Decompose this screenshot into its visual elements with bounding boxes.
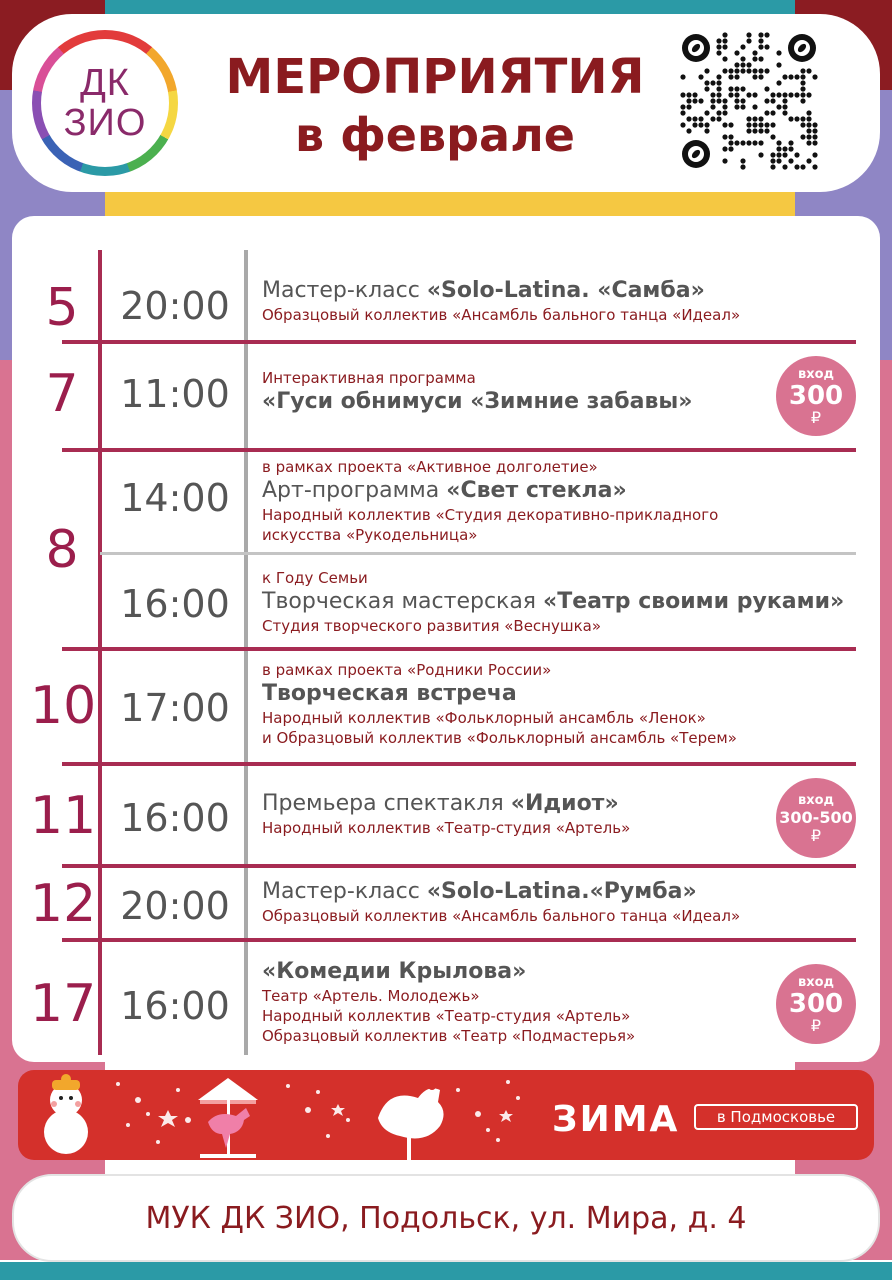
frame-top-band: [105, 0, 795, 14]
event-line: Образцовый коллектив «Ансамбль бального танца «Идеал»: [262, 306, 741, 324]
event-title-bold: «Идиот»: [510, 791, 619, 816]
day-divider: [98, 250, 102, 1055]
event-time: 11:00: [120, 372, 230, 416]
row-separator: [62, 864, 856, 868]
badge-label: вход: [797, 792, 835, 808]
title-line2: в феврале: [295, 108, 575, 162]
row-separator: [62, 762, 856, 766]
row-separator: [62, 938, 856, 942]
badge-label: вход: [797, 974, 835, 990]
event-time: 20:00: [120, 284, 230, 328]
event-title: [262, 588, 872, 616]
page-title: [200, 48, 670, 164]
event-day: 5: [45, 278, 79, 338]
event-day: 12: [30, 874, 97, 934]
badge-label: вход: [797, 366, 835, 382]
event-title: [262, 477, 872, 505]
row-separator: [62, 340, 856, 344]
event-time: 16:00: [120, 796, 230, 840]
sparkles-icon: [116, 1080, 520, 1144]
event-time: 16:00: [120, 582, 230, 626]
event-pre: к Году Семьи: [262, 569, 368, 587]
event-day: 7: [45, 364, 79, 424]
snowman-icon: [44, 1074, 88, 1154]
event-details: [262, 277, 872, 325]
badge-currency: ₽: [810, 825, 822, 845]
carousel-horse-icon: [198, 1078, 258, 1158]
event-title-plain: Мастер-класс: [262, 879, 427, 904]
logo-line2: ЗИО: [63, 102, 147, 144]
title-line1: МЕРОПРИЯТИЯ: [225, 49, 645, 105]
event-details: [262, 568, 872, 636]
event-title-bold: Творческая встреча: [262, 681, 517, 706]
event-details: [262, 457, 872, 545]
badge-price: 300-500: [779, 807, 853, 827]
event-line: и Образцовый коллектив «Фольклорный ансамбль «Терем»: [262, 729, 737, 747]
row-separator: [62, 448, 856, 452]
event-day: 8: [45, 520, 79, 580]
event-title-plain: Мастер-класс: [262, 278, 427, 303]
badge-currency: ₽: [810, 1015, 822, 1035]
event-line: Образцовый коллектив «Театр «Подмастерья»: [262, 1027, 636, 1045]
event-title-bold: «Гуси обнимуси «Зимние забавы»: [262, 389, 693, 414]
event-title: [262, 878, 872, 906]
badge-currency: ₽: [810, 407, 822, 427]
event-time: 16:00: [120, 984, 230, 1028]
time-divider: [244, 250, 248, 1055]
row-separator-thin: [100, 552, 856, 555]
event-title: [262, 277, 872, 305]
winter-brand-sub: в Подмосковье: [694, 1104, 858, 1130]
event-pre: в рамках проекта «Родники России»: [262, 661, 552, 679]
badge-price: 300: [788, 988, 844, 1019]
event-line: Образцовый коллектив «Ансамбль бального танца «Идеал»: [262, 907, 741, 925]
price-badge: [776, 356, 856, 436]
footer: [12, 1174, 880, 1262]
qr-code-icon[interactable]: [680, 32, 818, 170]
event-title-bold: «Комедии Крылова»: [262, 959, 527, 984]
event-line: Народный коллектив «Студия декоративно-прикладного: [262, 506, 719, 524]
event-day: 10: [30, 676, 97, 736]
event-time: 14:00: [120, 476, 230, 520]
event-title-bold: «Свет стекла»: [446, 478, 627, 503]
event-line: Народный коллектив «Театр-студия «Артель»: [262, 1007, 631, 1025]
event-time: 17:00: [120, 686, 230, 730]
event-details: [262, 878, 872, 926]
event-title-bold: «Solo-Latina. «Самба»: [426, 278, 705, 303]
event-title-bold: «Театр своими руками»: [543, 589, 845, 614]
event-day: 17: [30, 974, 97, 1034]
event-line: Студия творческого развития «Веснушка»: [262, 617, 602, 635]
event-details: [262, 660, 872, 748]
price-badge: [776, 964, 856, 1044]
footer-address: МУК ДК ЗИО, Подольск, ул. Мира, д. 4: [145, 1200, 747, 1236]
event-pre: Интерактивная программа: [262, 369, 476, 387]
event-line: искусства «Рукодельница»: [262, 526, 478, 544]
row-separator: [62, 647, 856, 651]
event-title-bold: «Solo-Latina.«Румба»: [426, 879, 697, 904]
winter-banner: [18, 1070, 874, 1160]
frame-bottom-band: [0, 1262, 892, 1280]
price-badge: [776, 778, 856, 858]
event-title-plain: Творческая мастерская: [262, 589, 544, 614]
event-day: 11: [30, 786, 97, 846]
logo: [32, 30, 178, 176]
event-time: 20:00: [120, 884, 230, 928]
badge-price: 300: [788, 380, 844, 411]
rooster-icon: [378, 1082, 444, 1160]
event-line: Театр «Артель. Молодежь»: [262, 987, 480, 1005]
winter-brand: ЗИМА: [552, 1099, 680, 1140]
event-line: Народный коллектив «Театр-студия «Артель»: [262, 819, 631, 837]
logo-line1: ДК: [80, 62, 130, 104]
event-line: Народный коллектив «Фольклорный ансамбль «Ленок»: [262, 709, 706, 727]
frame-yellow-band: [105, 192, 795, 216]
event-pre: в рамках проекта «Активное долголетие»: [262, 458, 598, 476]
event-title-plain: Арт-программа: [262, 478, 447, 503]
event-title-plain: Премьера спектакля: [262, 791, 511, 816]
